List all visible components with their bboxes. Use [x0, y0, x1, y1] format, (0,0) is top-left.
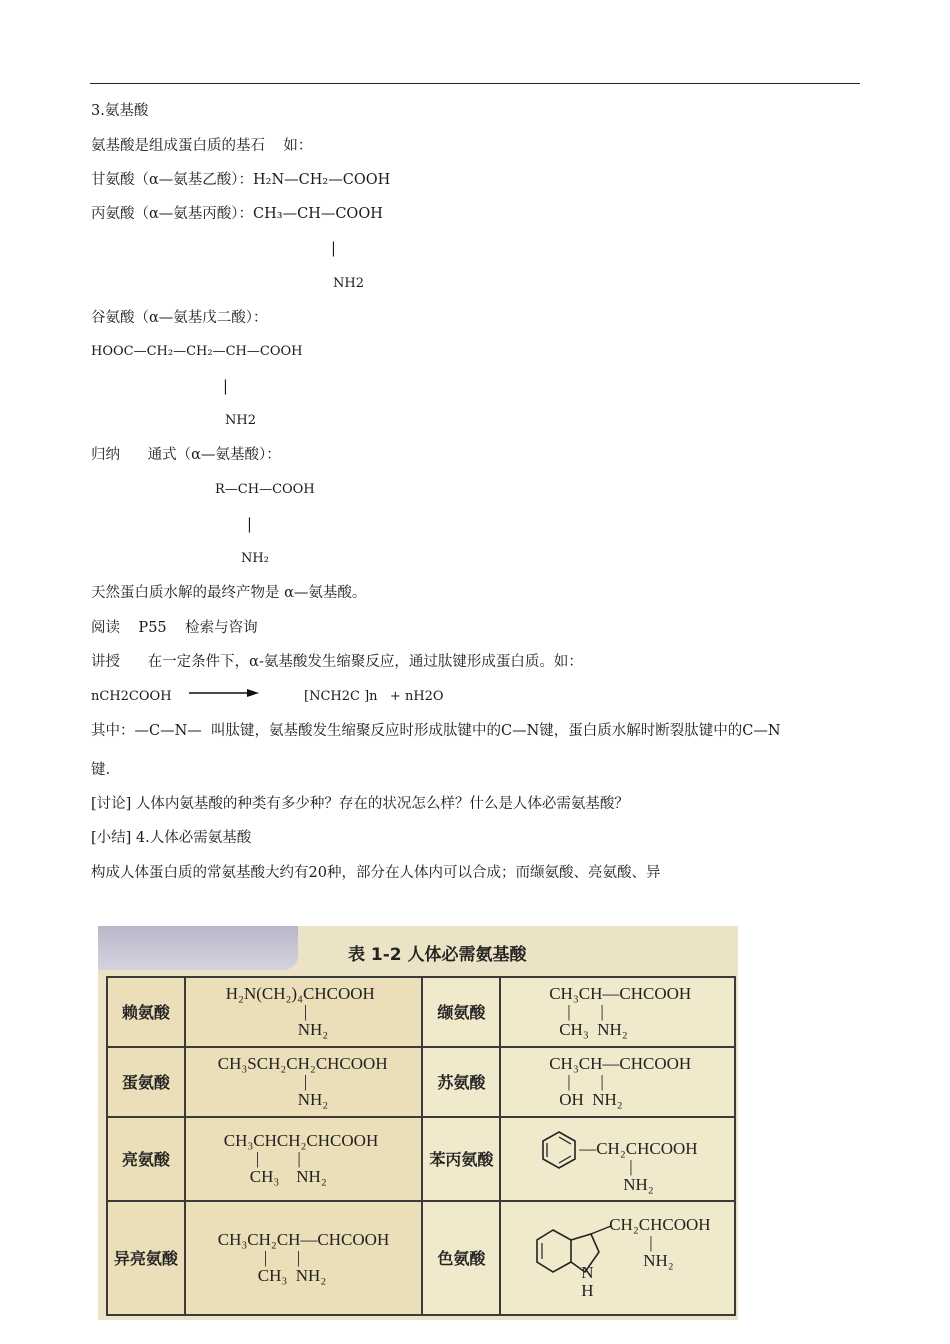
glycine-line: 甘氨酸（α—氨基乙酸）：H₂N—CH₂—COOH: [91, 172, 391, 188]
amino-name: 色氨酸: [422, 1201, 500, 1315]
reading-line: 阅读 P55 检索与咨询: [91, 620, 258, 636]
amino-name: 缬氨酸: [422, 977, 500, 1047]
structure-formula: CH₃CH—CHCOOH | | CH₃ NH₂: [500, 977, 735, 1047]
amino-group: NH2: [333, 276, 364, 291]
amino-name: 赖氨酸: [107, 977, 185, 1047]
glutamic-line: 谷氨酸（α—氨基戊二酸）：: [91, 310, 268, 326]
decorative-band: [98, 926, 298, 970]
arrow-right-icon: [189, 688, 259, 698]
paragraph: 其中：—C—N— 叫肽键，氨基酸发生缩聚反应时形成肽键中的C—N键，蛋白质水解时断裂肽键中的C—N: [91, 723, 781, 739]
structure-formula: CH₂CHCOOH | NH₂ N H: [500, 1201, 735, 1315]
amino-name: 苏氨酸: [422, 1047, 500, 1117]
summary-line: 归纳 通式（α—氨基酸）：: [91, 447, 281, 463]
reaction-product: [NCH2C ]n + nH2O: [304, 689, 444, 704]
header-rule: [90, 83, 860, 84]
bond-line: |: [331, 241, 336, 257]
structure-formula: —CH₂CHCOOH | NH₂: [500, 1117, 735, 1201]
general-formula: R—CH—COOH: [215, 482, 315, 497]
table-row: [107, 1117, 735, 1201]
section-heading: 3.氨基酸: [91, 103, 149, 119]
structure-formula: CH₃CH₂CH—CHCOOH | | CH₃ NH₂: [185, 1201, 423, 1315]
amino-name: 亮氨酸: [107, 1117, 185, 1201]
bond-line: |: [223, 379, 228, 395]
paragraph: 构成人体蛋白质的常氨基酸大约有20种，部分在人体内可以合成；而缬氨酸、亮氨酸、异: [91, 865, 661, 881]
alanine-line: 丙氨酸（α—氨基丙酸）：CH₃—CH—COOH: [91, 206, 383, 222]
amino-name: 蛋氨酸: [107, 1047, 185, 1117]
discussion-line: [讨论] 人体内氨基酸的种类有多少种？存在的状况怎么样？什么是人体必需氨基酸？: [91, 796, 629, 812]
structure-formula: H₂N(CH₂)₄CHCOOH | NH₂: [185, 977, 423, 1047]
essential-amino-acids-table-image: [98, 926, 738, 1320]
structure-formula: CH₃CH—CHCOOH | | OH NH₂: [500, 1047, 735, 1117]
amino-name: 苯丙氨酸: [422, 1117, 500, 1201]
amino-group: NH2: [225, 413, 256, 428]
structure-formula: CH₃CHCH₂CHCOOH | | CH₃ NH₂: [185, 1117, 423, 1201]
paragraph: 键.: [91, 762, 111, 778]
table-row: [107, 977, 735, 1047]
benzene-ring-icon: [539, 1130, 579, 1170]
paragraph: 氨基酸是组成蛋白质的基石 如：: [91, 138, 313, 154]
glutamic-formula: HOOC—CH₂—CH₂—CH—COOH: [91, 344, 303, 359]
paragraph: 天然蛋白质水解的最终产物是 α—氨基酸。: [91, 585, 367, 601]
table-title: 表 1-2 人体必需氨基酸: [348, 945, 527, 965]
amino-group: NH₂: [241, 551, 269, 566]
bond-line: |: [247, 517, 252, 533]
reaction-reactant: nCH2COOH: [91, 689, 172, 704]
table-row: [107, 1201, 735, 1315]
amino-name: 异亮氨酸: [107, 1201, 185, 1315]
conclusion-line: [小结] 4.人体必需氨基酸: [91, 830, 252, 846]
lecture-line: 讲授 在一定条件下，α-氨基酸发生缩聚反应，通过肽键形成蛋白质。如：: [91, 654, 583, 670]
amino-acid-table: [106, 976, 736, 1316]
structure-formula: CH₃SCH₂CH₂CHCOOH | NH₂: [185, 1047, 423, 1117]
table-row: [107, 1047, 735, 1117]
